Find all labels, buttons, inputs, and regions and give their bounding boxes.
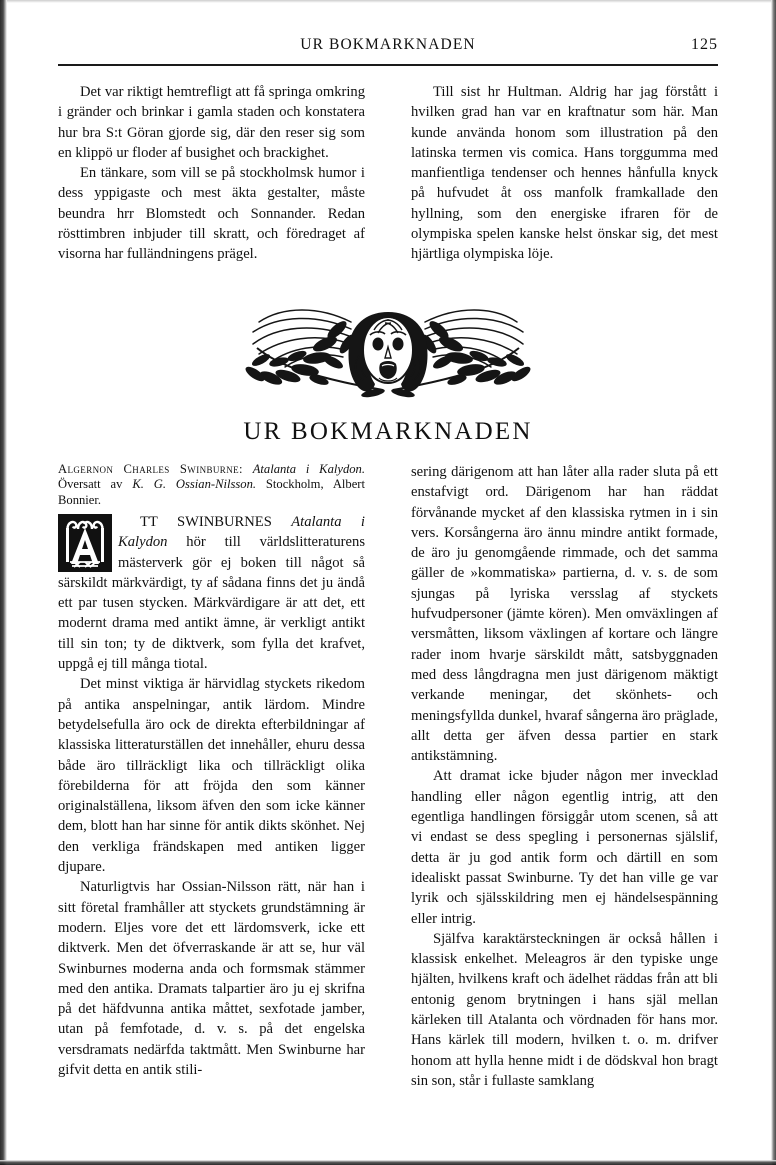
paragraph: Naturligtvis har Ossian-Nilsson rätt, när han i sitt företal framhåller att styckets grundstämning är modern. Eljes vore det ett lärdomsverk, icke ett diktverk. Men det öfverraskande är att se, hur väl Swinburnes moderna anda och formsmak stämmer med den antika. Dramats talpartier äro ju ej skrifna på det häfdvunna antika måttet, sexfotade jamber, utan på femfotade, d. v. s. på det engelska versdramats nedärfda taktmått. Men Swinburne har gifvit detta en antik stili-	[58, 879, 365, 1079]
paragraph: sering därigenom att han låter alla rader sluta på ett enstafvigt ord. Därigenom har han räddat förvånande mycket af den klassiska rytmen in i sin vers. Korsångerna äro ännu mindre antikt formade, de äro ju genomgående rimmade, och det samma gäller de »kommatiska» partierna, d. v. s. de som sjungas på lyriska versslag af styckets hufvudpersoner (jämte kören). Men omväxlingen af versmåtten, liksom växlingen af kortare och längre rader inom hvarje särskildt mått, satsbyggnaden med dess långdragna men just därigenom mäktigt verkande meningar, det skönhets- och meningsfyllda dunkel, hvaraf sångerna äro präglade, allt detta ger äfven dessa partier en stark antikstämning.	[411, 464, 718, 765]
paragraph: Själfva karaktärsteckningen är också hållen i klassisk enkelhet. Meleagros är den typiske unge hjälten, hvilkens kraft och ädelhet räddas från att bli entonig genom brytningen i hans själ mellan kärleken till Atalanta och vördnaden för hans mor. Hans kärlek till modern, hvilken t. o. m. drifver honom att hylla henne midt i de dödskval hon bragt sin son, står i fullaste samklang	[411, 930, 718, 1089]
top-right-column	[411, 82, 718, 265]
running-head	[58, 36, 718, 60]
paragraph: Till sist hr Hultman. Aldrig har jag förstått i hvilken grad han var en kraftnatur som här. Man kunde använda honom som illustration på den latinska termen vis comica. Hans torggumma med manfientliga tendenser och hennes hånfulla knyck på hufvudet åt oss manfolk framkallade den hyllning, som den energiske ifraren för de olympiska spelen kanske helst önskar sig, det mest hjärtliga olympiska löje.	[411, 84, 718, 263]
tragedy-mask-laurel-ornament	[233, 294, 543, 402]
citation-translator-label: Översatt av	[58, 477, 123, 492]
citation-publisher: Stockholm, Albert Bonnier.	[58, 477, 365, 507]
paragraph: Att dramat icke bjuder någon mer invecklad handling eller någon egentlig intrig, att den egentliga handlingen försiggår utom scenen, så att vi endast se dess spegling i personernas själslif, detta är ju god antik form och därtill en som idealiskt passat Swinburne. Ty det han ville ge var lyrik och själsskildring men ej händelsespänning eller intrig.	[411, 768, 718, 927]
paragraph: Det var riktigt hemtrefligt att få springa omkring i gränder och brinkar i gamla staden och konstatera hur bra S:t Göran gjorde sig, där den reser sig som en klippö ur floder af busighet och brackighet.	[58, 84, 365, 161]
citation-work-title: Atalanta i Kalydon.	[252, 462, 366, 476]
body-left-column	[58, 512, 365, 1080]
top-left-column	[58, 82, 365, 265]
citation-translator: K. G. Ossian-Nilsson.	[132, 477, 257, 492]
paragraph: En tänkare, som vill se på stockholmsk humor i dess yppigaste och mest äkta gestalter, måste beundra hrr Blomstedt och Sonnander. Redan rösttimbren inbjuder till skratt, och föredraget af visorna har fulländningens prägel.	[58, 165, 365, 263]
lead-italic-title: Atalanta i Kalydon	[118, 514, 365, 551]
dropcap-lead-text: TT SWINBURNES	[140, 514, 292, 530]
scan-edge-left	[0, 0, 7, 1165]
citation-author: Algernon Charles Swinburne:	[58, 462, 243, 476]
scan-edge-top	[0, 0, 776, 3]
lead-tail-text: hör till världslitteraturens mästerverk gör ej boken till något så särskildt märkvärdigt, ty af sådana finns det ju ändå ett par tusen stycken. Märkvärdigare är att det, ett modernt drama med antikt ämne, är verkligt antikt till sin ton; ty de diktverk, som fylla det krafvet, uppgå ej till många tiotal.	[58, 534, 365, 673]
paragraph: Det minst viktiga är härvidlag styckets rikedom på antika anspelningar, antik lärdom. Mindre betydelsefulla äro ock de direkta efterbildningar af klassiska litteraturställen det innehåller, ehuru dessa både äro tillräckligt lika och tillräckligt olika förebilderna för att fröjda den som känner originalställena, liksom äfven den som icke känner dem, blott han har sinne för antik dikts skönhet. Nej den verkliga frändskapen med antiken ligger djupare.	[58, 676, 365, 876]
scan-edge-bottom	[0, 1160, 776, 1165]
ornamental-initial-a	[58, 514, 112, 572]
body-right-column	[411, 462, 718, 1091]
running-head-title: UR BOKMARKNADEN	[300, 36, 476, 53]
bibliographic-citation	[58, 462, 365, 508]
header-rule	[58, 64, 718, 66]
scan-edge-right	[771, 0, 776, 1165]
page-number: 125	[691, 36, 718, 53]
section-title: UR BOKMARKNADEN	[243, 418, 533, 445]
paragraph-with-dropcap	[58, 512, 365, 674]
